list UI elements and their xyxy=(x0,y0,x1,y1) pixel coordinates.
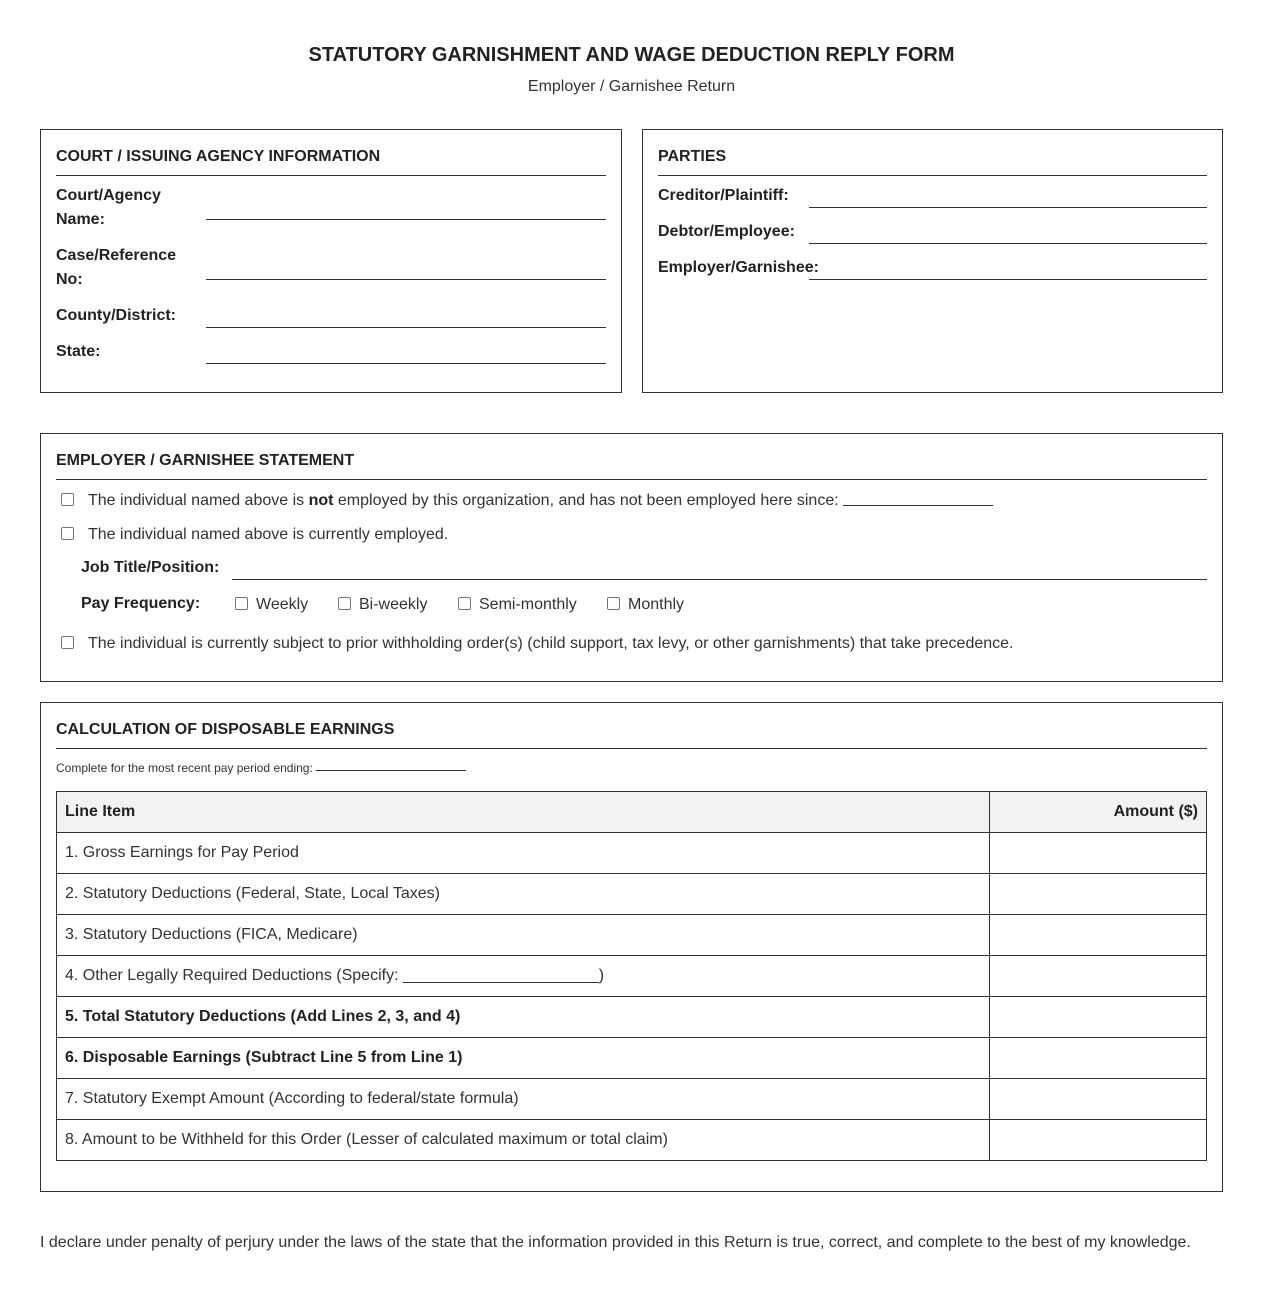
state-label: State: xyxy=(56,343,101,360)
table-row xyxy=(57,1079,1207,1120)
case-reference-field[interactable] xyxy=(206,279,606,280)
amount-cell[interactable] xyxy=(990,874,1207,915)
county-district-field[interactable] xyxy=(206,327,606,328)
prior-orders-text: The individual is currently subject to prior withholding order(s) (child support, tax levy, or other garnishments) that take precedence. xyxy=(88,635,1014,652)
table-row xyxy=(57,874,1207,915)
table-row xyxy=(57,956,1207,997)
line-item-cell: 3. Statutory Deductions (FICA, Medicare) xyxy=(57,915,990,956)
job-title-label: Job Title/Position: xyxy=(81,559,220,576)
debtor-employee-label: Debtor/Employee: xyxy=(658,223,795,240)
pay-monthly-label: Monthly xyxy=(628,596,685,613)
not-employed-text xyxy=(88,491,839,511)
form-title: STATUTORY GARNISHMENT AND WAGE DEDUCTION REPLY FORM xyxy=(308,44,955,66)
table-row xyxy=(57,833,1207,874)
table-row xyxy=(57,1038,1207,1079)
table-row xyxy=(57,915,1207,956)
parties-panel xyxy=(642,129,1223,393)
amount-cell[interactable] xyxy=(990,1038,1207,1079)
case-reference-label: Case/Reference No: xyxy=(56,247,177,288)
court-agency-name-label: Court/Agency Name: xyxy=(56,187,161,228)
pay-period-note: Complete for the most recent pay period ending: xyxy=(56,761,313,775)
line-item-cell: 7. Statutory Exempt Amount (According to federal/state formula) xyxy=(57,1079,990,1120)
parties-heading: PARTIES xyxy=(658,148,1207,176)
line-item-cell: 2. Statutory Deductions (Federal, State, Local Taxes) xyxy=(57,874,990,915)
perjury-declaration: I declare under penalty of perjury under the laws of the state that the information provided in this Return is true, correct, and complete to the best of my knowledge. xyxy=(40,1234,1191,1251)
pay-weekly-checkbox[interactable] xyxy=(235,597,248,610)
amount-cell[interactable] xyxy=(990,915,1207,956)
pay-period-ending-field[interactable] xyxy=(316,770,466,771)
pay-frequency-label: Pay Frequency: xyxy=(81,595,201,612)
statement-panel xyxy=(40,433,1223,682)
not-employed-text-post: employed by this organization, and has not been employed here since: xyxy=(333,492,839,509)
table-header-row xyxy=(57,792,1207,833)
pay-biweekly-label: Bi-weekly xyxy=(359,596,428,613)
not-employed-since-date-field[interactable] xyxy=(843,505,993,506)
column-header-amount: Amount ($) xyxy=(990,792,1207,833)
amount-cell[interactable] xyxy=(990,956,1207,997)
amount-cell[interactable] xyxy=(990,1120,1207,1161)
column-header-line-item: Line Item xyxy=(57,792,990,833)
court-agency-heading: COURT / ISSUING AGENCY INFORMATION xyxy=(56,148,606,176)
employer-garnishee-field[interactable] xyxy=(809,279,1207,280)
amount-cell[interactable] xyxy=(990,997,1207,1038)
not-emphasis: not xyxy=(308,492,334,509)
prior-orders-checkbox[interactable] xyxy=(61,636,74,649)
debtor-employee-field[interactable] xyxy=(809,243,1207,244)
job-title-field[interactable] xyxy=(232,579,1207,580)
pay-biweekly-checkbox[interactable] xyxy=(338,597,351,610)
not-employed-checkbox[interactable] xyxy=(61,493,74,506)
pay-weekly-label: Weekly xyxy=(256,596,309,613)
amount-cell[interactable] xyxy=(990,1079,1207,1120)
pay-semimonthly-label: Semi-monthly xyxy=(479,596,577,613)
line-item-cell: 4. Other Legally Required Deductions (Specify: ______________________) xyxy=(57,956,990,997)
form-subtitle: Employer / Garnishee Return xyxy=(527,78,736,95)
line-item-cell: 1. Gross Earnings for Pay Period xyxy=(57,833,990,874)
table-row xyxy=(57,1120,1207,1161)
calculation-heading: CALCULATION OF DISPOSABLE EARNINGS xyxy=(56,721,1207,749)
line-item-cell: 6. Disposable Earnings (Subtract Line 5 from Line 1) xyxy=(57,1038,990,1079)
pay-semimonthly-checkbox[interactable] xyxy=(458,597,471,610)
pay-monthly-checkbox[interactable] xyxy=(607,597,620,610)
employer-garnishee-label: Employer/Garnishee: xyxy=(658,259,819,276)
court-agency-panel xyxy=(40,129,622,393)
currently-employed-checkbox[interactable] xyxy=(61,527,74,540)
amount-cell[interactable] xyxy=(990,833,1207,874)
court-agency-name-field[interactable] xyxy=(206,219,606,220)
calculation-panel xyxy=(40,702,1223,1192)
creditor-plaintiff-label: Creditor/Plaintiff: xyxy=(658,187,789,204)
currently-employed-text: The individual named above is currently employed. xyxy=(88,526,449,543)
creditor-plaintiff-field[interactable] xyxy=(809,207,1207,208)
line-item-cell: 8. Amount to be Withheld for this Order (Lesser of calculated maximum or total claim) xyxy=(57,1120,990,1161)
calculation-table xyxy=(56,791,1207,1161)
statement-heading: EMPLOYER / GARNISHEE STATEMENT xyxy=(56,452,1207,480)
table-row xyxy=(57,997,1207,1038)
not-employed-text-pre: The individual named above is xyxy=(88,492,309,509)
line-item-cell: 5. Total Statutory Deductions (Add Lines 2, 3, and 4) xyxy=(57,997,990,1038)
county-district-label: County/District: xyxy=(56,307,176,324)
state-field[interactable] xyxy=(206,363,606,364)
